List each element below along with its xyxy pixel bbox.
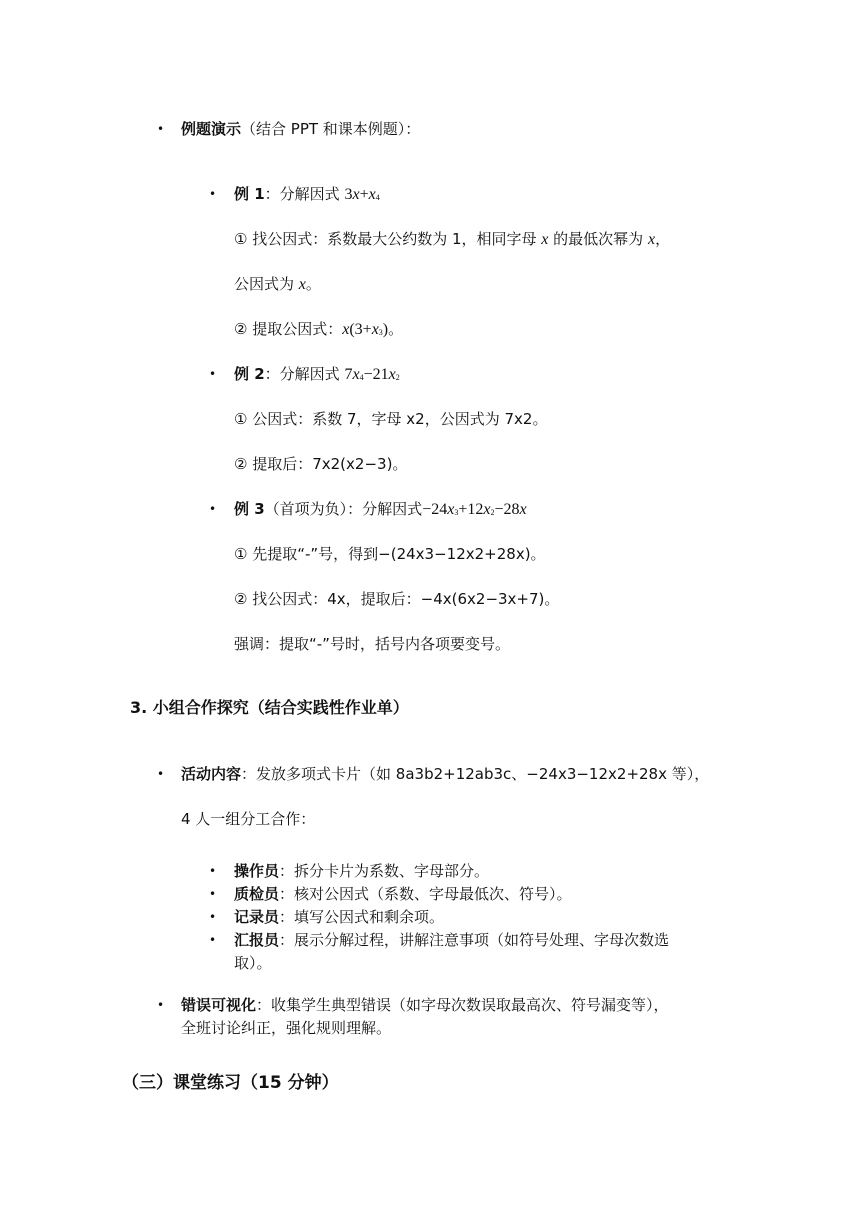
- example-2-step-1: ① 公因式：系数 7，字母 x2，公因式为 7x2。: [234, 410, 548, 428]
- demo-heading: [181, 119, 420, 139]
- activity-text: ：发放多项式卡片（如 8a3b2+12ab3c、−24x3−12x2+28x 等），: [241, 765, 710, 783]
- errors-text: ：收集学生典型错误（如字母次数误取最高次、符号漏变等），: [256, 996, 669, 1014]
- role-reporter-cont: 取）。: [234, 954, 272, 972]
- role-label: 质检员: [234, 885, 280, 903]
- math-var: x: [541, 231, 549, 248]
- role-inspector: [234, 884, 572, 904]
- example-1-step-1-text: ① 找公因式：系数最大公约数为 1，相同字母: [234, 230, 542, 248]
- example-3-heading: [234, 499, 527, 523]
- list-bullet: •: [209, 887, 217, 901]
- section-practice-title: （三）课堂练习（15 分钟）: [122, 1073, 339, 1093]
- punctuation: ，: [655, 230, 671, 248]
- activity-line-2: 4 人一组分工合作：: [181, 810, 316, 828]
- example-3-note: （首项为负）：分解因式: [264, 500, 423, 518]
- example-2-label: 例 2: [234, 365, 265, 383]
- example-1-step-2-text: ② 提取公因式：: [234, 320, 343, 338]
- example-2-prompt: ：分解因式: [264, 365, 345, 383]
- list-bullet: •: [209, 187, 217, 201]
- role-text: ：核对公因式（系数、字母最低次、符号）。: [279, 885, 572, 903]
- example-1-label: 例 1: [234, 185, 265, 203]
- list-bullet: •: [157, 122, 165, 136]
- example-3-label: 例 3: [234, 500, 265, 518]
- example-1-step-1-line2: 公因式为: [234, 275, 299, 293]
- example-1-step-2-expression: $x(3+x_3)$: [342, 321, 389, 338]
- role-label: 汇报员: [234, 931, 280, 949]
- example-1-expression: $3x+x_4$: [344, 186, 380, 203]
- example-2-step-2: ② 提取后：7x2(x2−3)。: [234, 455, 408, 473]
- list-bullet: •: [209, 502, 217, 516]
- example-3-step-2: ② 找公因式：4x，提取后：−4x(6x2−3x+7)。: [234, 590, 560, 608]
- demo-note: （结合 PPT 和课本例题）：: [241, 120, 421, 138]
- demo-label: 例题演示: [181, 120, 242, 138]
- role-text: ：填写公因式和剩余项。: [279, 908, 445, 926]
- example-1-heading: [234, 184, 380, 208]
- role-text: ：展示分解过程，讲解注意事项（如符号处理、字母次数选: [279, 931, 670, 949]
- list-bullet: •: [157, 767, 165, 781]
- errors-label: 错误可视化: [181, 996, 257, 1014]
- activity-label: 活动内容: [181, 765, 242, 783]
- role-label: 记录员: [234, 908, 280, 926]
- section-3-title: 3. 小组合作探究（结合实践性作业单）: [130, 698, 409, 717]
- errors-line-2: 全班讨论纠正，强化规则理解。: [181, 1019, 392, 1037]
- example-2-heading: [234, 364, 400, 388]
- example-1-step-1-cont: [234, 274, 321, 295]
- list-bullet: •: [209, 367, 217, 381]
- role-recorder: [234, 907, 444, 927]
- math-var: x: [647, 231, 656, 248]
- example-1-prompt: ：分解因式: [264, 185, 345, 203]
- example-1-step-1-text-b: 的最低次幂为: [548, 230, 648, 248]
- list-bullet: •: [209, 910, 217, 924]
- example-3-expression: $-24x_3+12x_2-28x$: [422, 501, 527, 518]
- example-1-step-2: [234, 319, 403, 343]
- list-bullet: •: [209, 864, 217, 878]
- example-2-expression: $7x_4-21x_2$: [344, 366, 400, 383]
- role-text: ：拆分卡片为系数、字母部分。: [279, 862, 490, 880]
- activity-heading: [181, 764, 709, 784]
- punctuation: 。: [305, 275, 321, 293]
- role-reporter: [234, 930, 669, 950]
- punctuation: 。: [388, 320, 404, 338]
- example-3-step-1: ① 先提取“-”号，得到−(24x3−12x2+28x)。: [234, 545, 546, 563]
- errors-heading: [181, 995, 669, 1015]
- list-bullet: •: [157, 998, 165, 1012]
- example-1-step-1: [234, 229, 670, 250]
- role-operator: [234, 861, 489, 881]
- list-bullet: •: [209, 933, 217, 947]
- role-label: 操作员: [234, 862, 280, 880]
- example-3-emphasis: 强调：提取“-”号时，括号内各项要变号。: [234, 635, 510, 653]
- math-var: x: [298, 276, 306, 293]
